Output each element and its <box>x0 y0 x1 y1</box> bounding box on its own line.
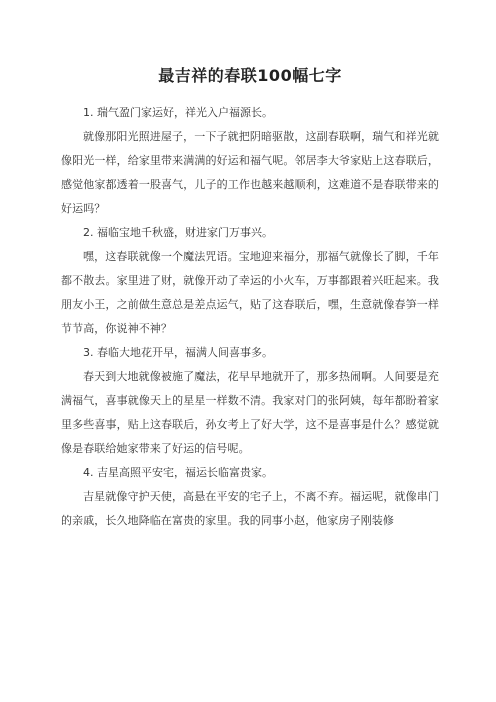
couplet-paragraph-2: 嘿，这春联就像一个魔法咒语。宝地迎来福分，那福气就像长了脚，千年都不散去。家里进了财，就像开动了幸运的小火车，万事都跟着兴旺起来。我朋友小王，之前做生意总是差点运气，贴了这春联后，嘿，生意就像春笋一样节节高，你说神不神？ <box>61 250 439 335</box>
couplet-heading-4: 4. 吉星高照平安宅，福运长临富贵家。 <box>83 466 273 479</box>
document-title: 最吉祥的春联100幅七字 <box>158 66 342 85</box>
couplet-heading-1: 1. 瑞气盈门家运好，祥光入户福源长。 <box>83 106 273 119</box>
document-body <box>61 101 439 533</box>
couplet-paragraph-4: 吉星就像守护天使，高悬在平安的宅子上，不离不弃。福运呢，就像串门的亲戚，长久地降临在富贵的家里。我的同事小赵，他家房子刚装修 <box>61 490 439 527</box>
couplet-paragraph-3: 春天到大地就像被施了魔法，花早早地就开了，那多热闹啊。人间要是充满福气，喜事就像天上的星星一样数不清。我家对门的张阿姨，每年都盼着家里多些喜事，贴上这春联后，孙女考上了好大学，这不是喜事是什么？感觉就像是春联给她家带来了好运的信号呢。 <box>61 370 439 455</box>
couplet-paragraph-1: 就像那阳光照进屋子，一下子就把阴暗驱散，这副春联啊，瑞气和祥光就像阳光一样，给家里带来满满的好运和福气呢。邻居李大爷家贴上这春联后，感觉他家都透着一股喜气，儿子的工作也越来越顺利，这难道不是春联带来的好运吗？ <box>61 130 439 215</box>
couplet-heading-3: 3. 春临大地花开早，福满人间喜事多。 <box>83 346 273 359</box>
couplet-heading-2: 2. 福临宝地千秋盛，财进家门万事兴。 <box>83 226 273 239</box>
